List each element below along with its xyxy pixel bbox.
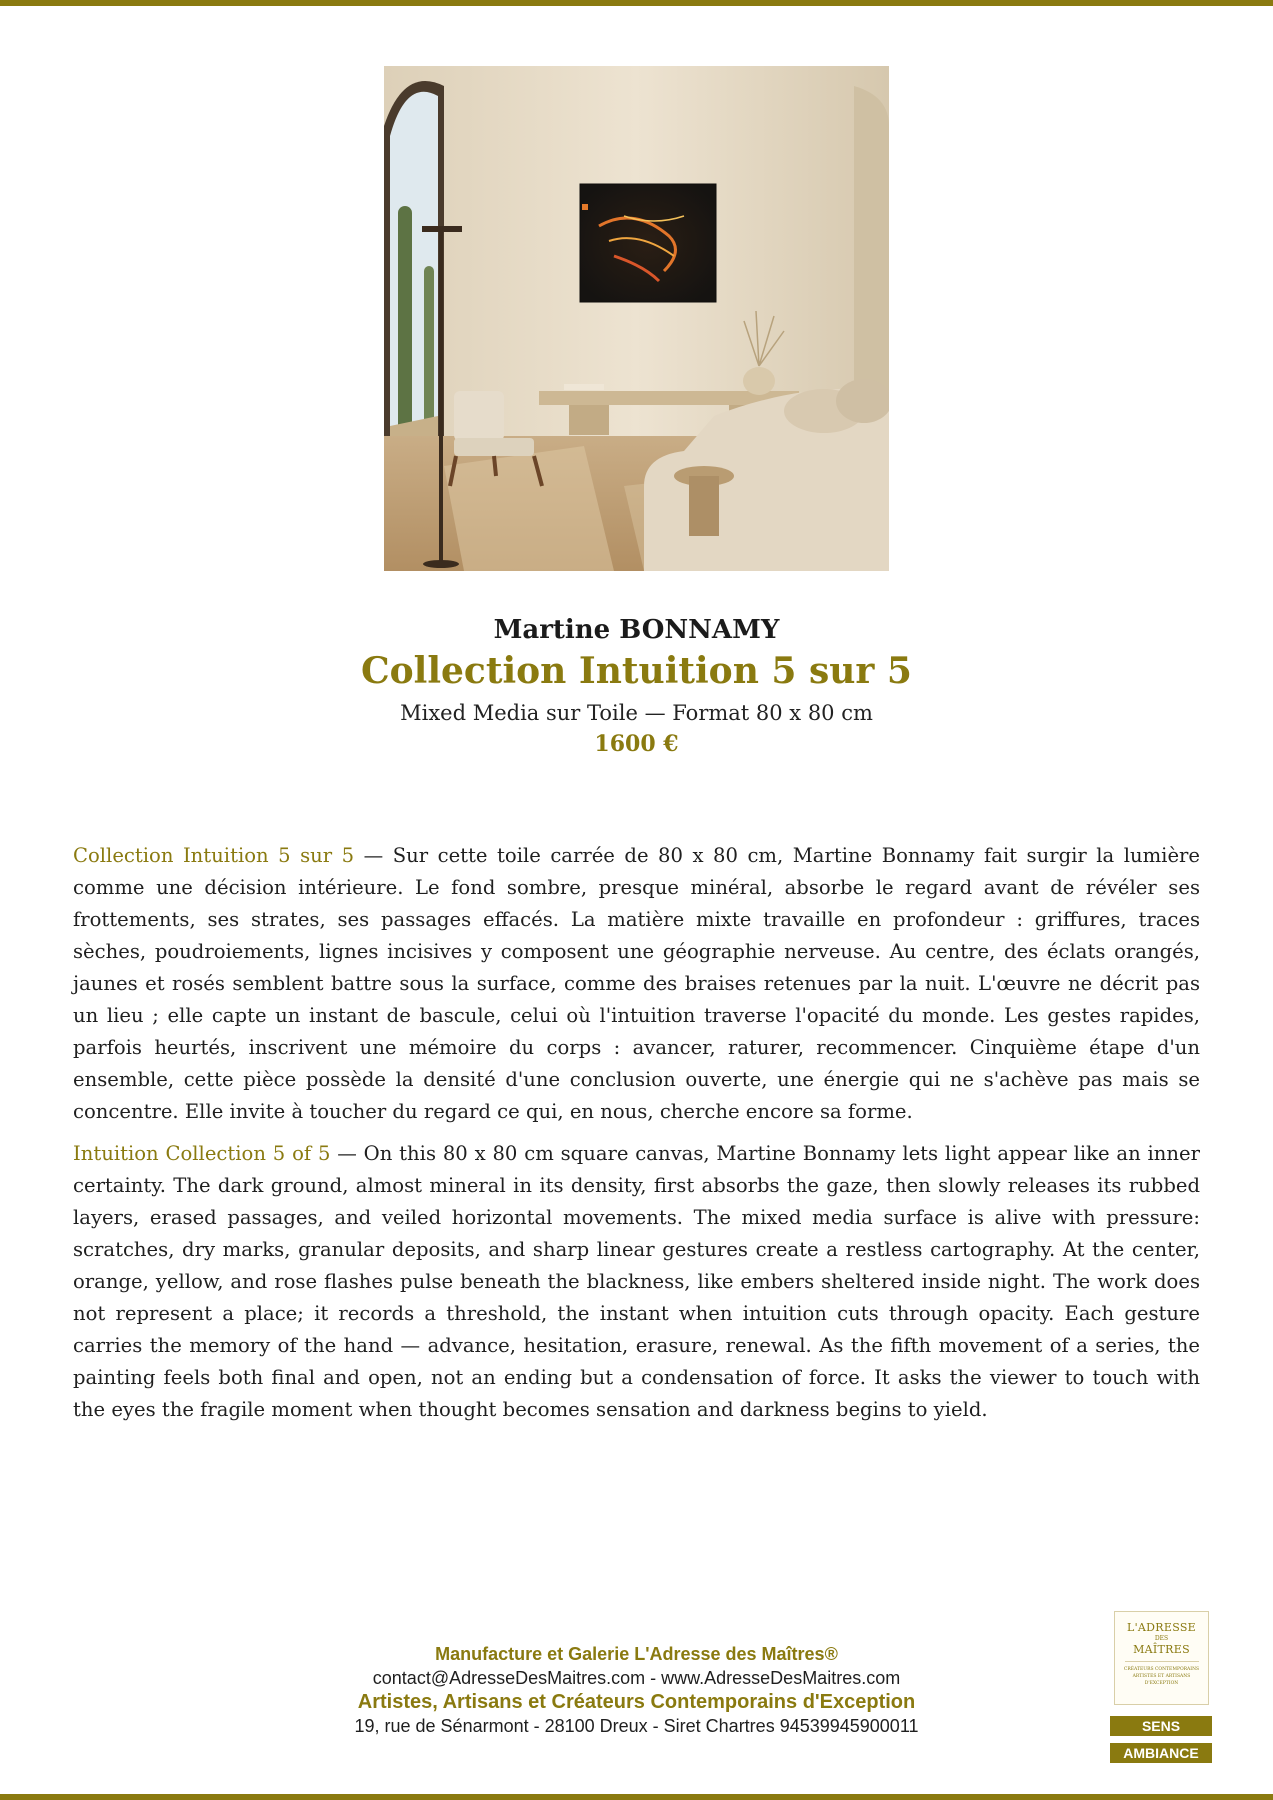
description-en-text: — On this 80 x 80 cm square canvas, Martine Bonnamy lets light appear like an inner certainty. The dark ground, almost mineral in its density, first absorbs the gaze, then slowly releases its rubbed layers, erased passages, and veiled horizontal movements. The mixed media surface is alive with pressure: scratches, dry marks, granular deposits, and sharp linear gestures create a restless cartography. At the center, orange, yellow, and rose flashes pulse beneath the blackness, like embers sheltered inside night. The work does not represent a place; it records a threshold, the instant when intuition cuts through opacity. Each gesture carries the memory of the hand — advance, hesitation, erasure, renewal. As the fifth movement of a series, the painting feels both final and open, not an ending but a condensation of force. It asks the viewer to touch with the eyes the fragile moment when thought becomes sensation and darkness begins to yield.: [73, 1142, 1200, 1421]
footer: [0, 1642, 1273, 1738]
description-fr-text: — Sur cette toile carrée de 80 x 80 cm, Martine Bonnamy fait surgir la lumière comme une décision intérieure. Le fond sombre, presque minéral, absorbe le regard avant de révéler ses frottements, ses strates, ses passages effacés. La matière mixte travaille en profondeur : griffures, traces sèches, poudroiements, lignes incisives y composent une géographie nerveuse. Au centre, des éclats orangés, jaunes et rosés semblent battre sous la surface, comme des braises retenues par la nuit. L'œuvre ne décrit pas un lieu ; elle capte un instant de bascule, celui où l'intuition traverse l'opacité du monde. Les gestes rapides, parfois heurtés, inscrivent une mémoire du corps : avancer, raturer, recommencer. Cinquième étape d'un ensemble, cette pièce possède la densité d'une conclusion ouverte, une énergie qui ne s'achève pas mais se concentre. Elle invite à toucher du regard ce qui, en nous, cherche encore sa forme.: [73, 844, 1200, 1123]
artist-name: Martine BONNAMY: [493, 615, 780, 645]
tag-sens: SENS: [1110, 1716, 1212, 1736]
brand-logo: [1114, 1611, 1209, 1705]
artwork-header: [0, 612, 1273, 760]
logo-divider: [1125, 1661, 1199, 1662]
description-fr: [73, 840, 1200, 1128]
footer-contact: contact@AdresseDesMaitres.com - www.AdresseDesMaitres.com: [372, 1668, 901, 1688]
tag-ambiance: AMBIANCE: [1110, 1743, 1212, 1763]
artwork-photo: [384, 66, 889, 571]
artwork-title: Collection Intuition 5 sur 5: [361, 650, 912, 692]
artwork-description: [73, 840, 1200, 1436]
logo-line-4: CRÉATEURS CONTEMPORAINS ARTISTES ET ARTISANS D'EXCEPTION: [1123, 1667, 1200, 1686]
artwork-price: 1600 €: [594, 731, 679, 757]
logo-line-3: MAÎTRES: [1133, 1643, 1190, 1656]
footer-tagline: Artistes, Artisans et Créateurs Contemporains d'Exception: [357, 1691, 916, 1713]
logo-line-1: L'ADRESSE: [1126, 1621, 1196, 1634]
footer-address: 19, rue de Sénarmont - 28100 Dreux - Siret Chartres 94539945900011: [354, 1716, 919, 1736]
logo-line-2: DES: [1154, 1635, 1169, 1642]
description-en-lead: Intuition Collection 5 of 5: [73, 1142, 331, 1165]
description-en: [73, 1138, 1200, 1426]
footer-company: Manufacture et Galerie L'Adresse des Maîtres®: [435, 1644, 838, 1664]
top-accent-bar: [0, 0, 1273, 6]
description-fr-lead: Collection Intuition 5 sur 5: [73, 844, 355, 867]
artwork-medium: Mixed Media sur Toile — Format 80 x 80 cm: [400, 701, 873, 725]
bottom-accent-bar: [0, 1794, 1273, 1800]
